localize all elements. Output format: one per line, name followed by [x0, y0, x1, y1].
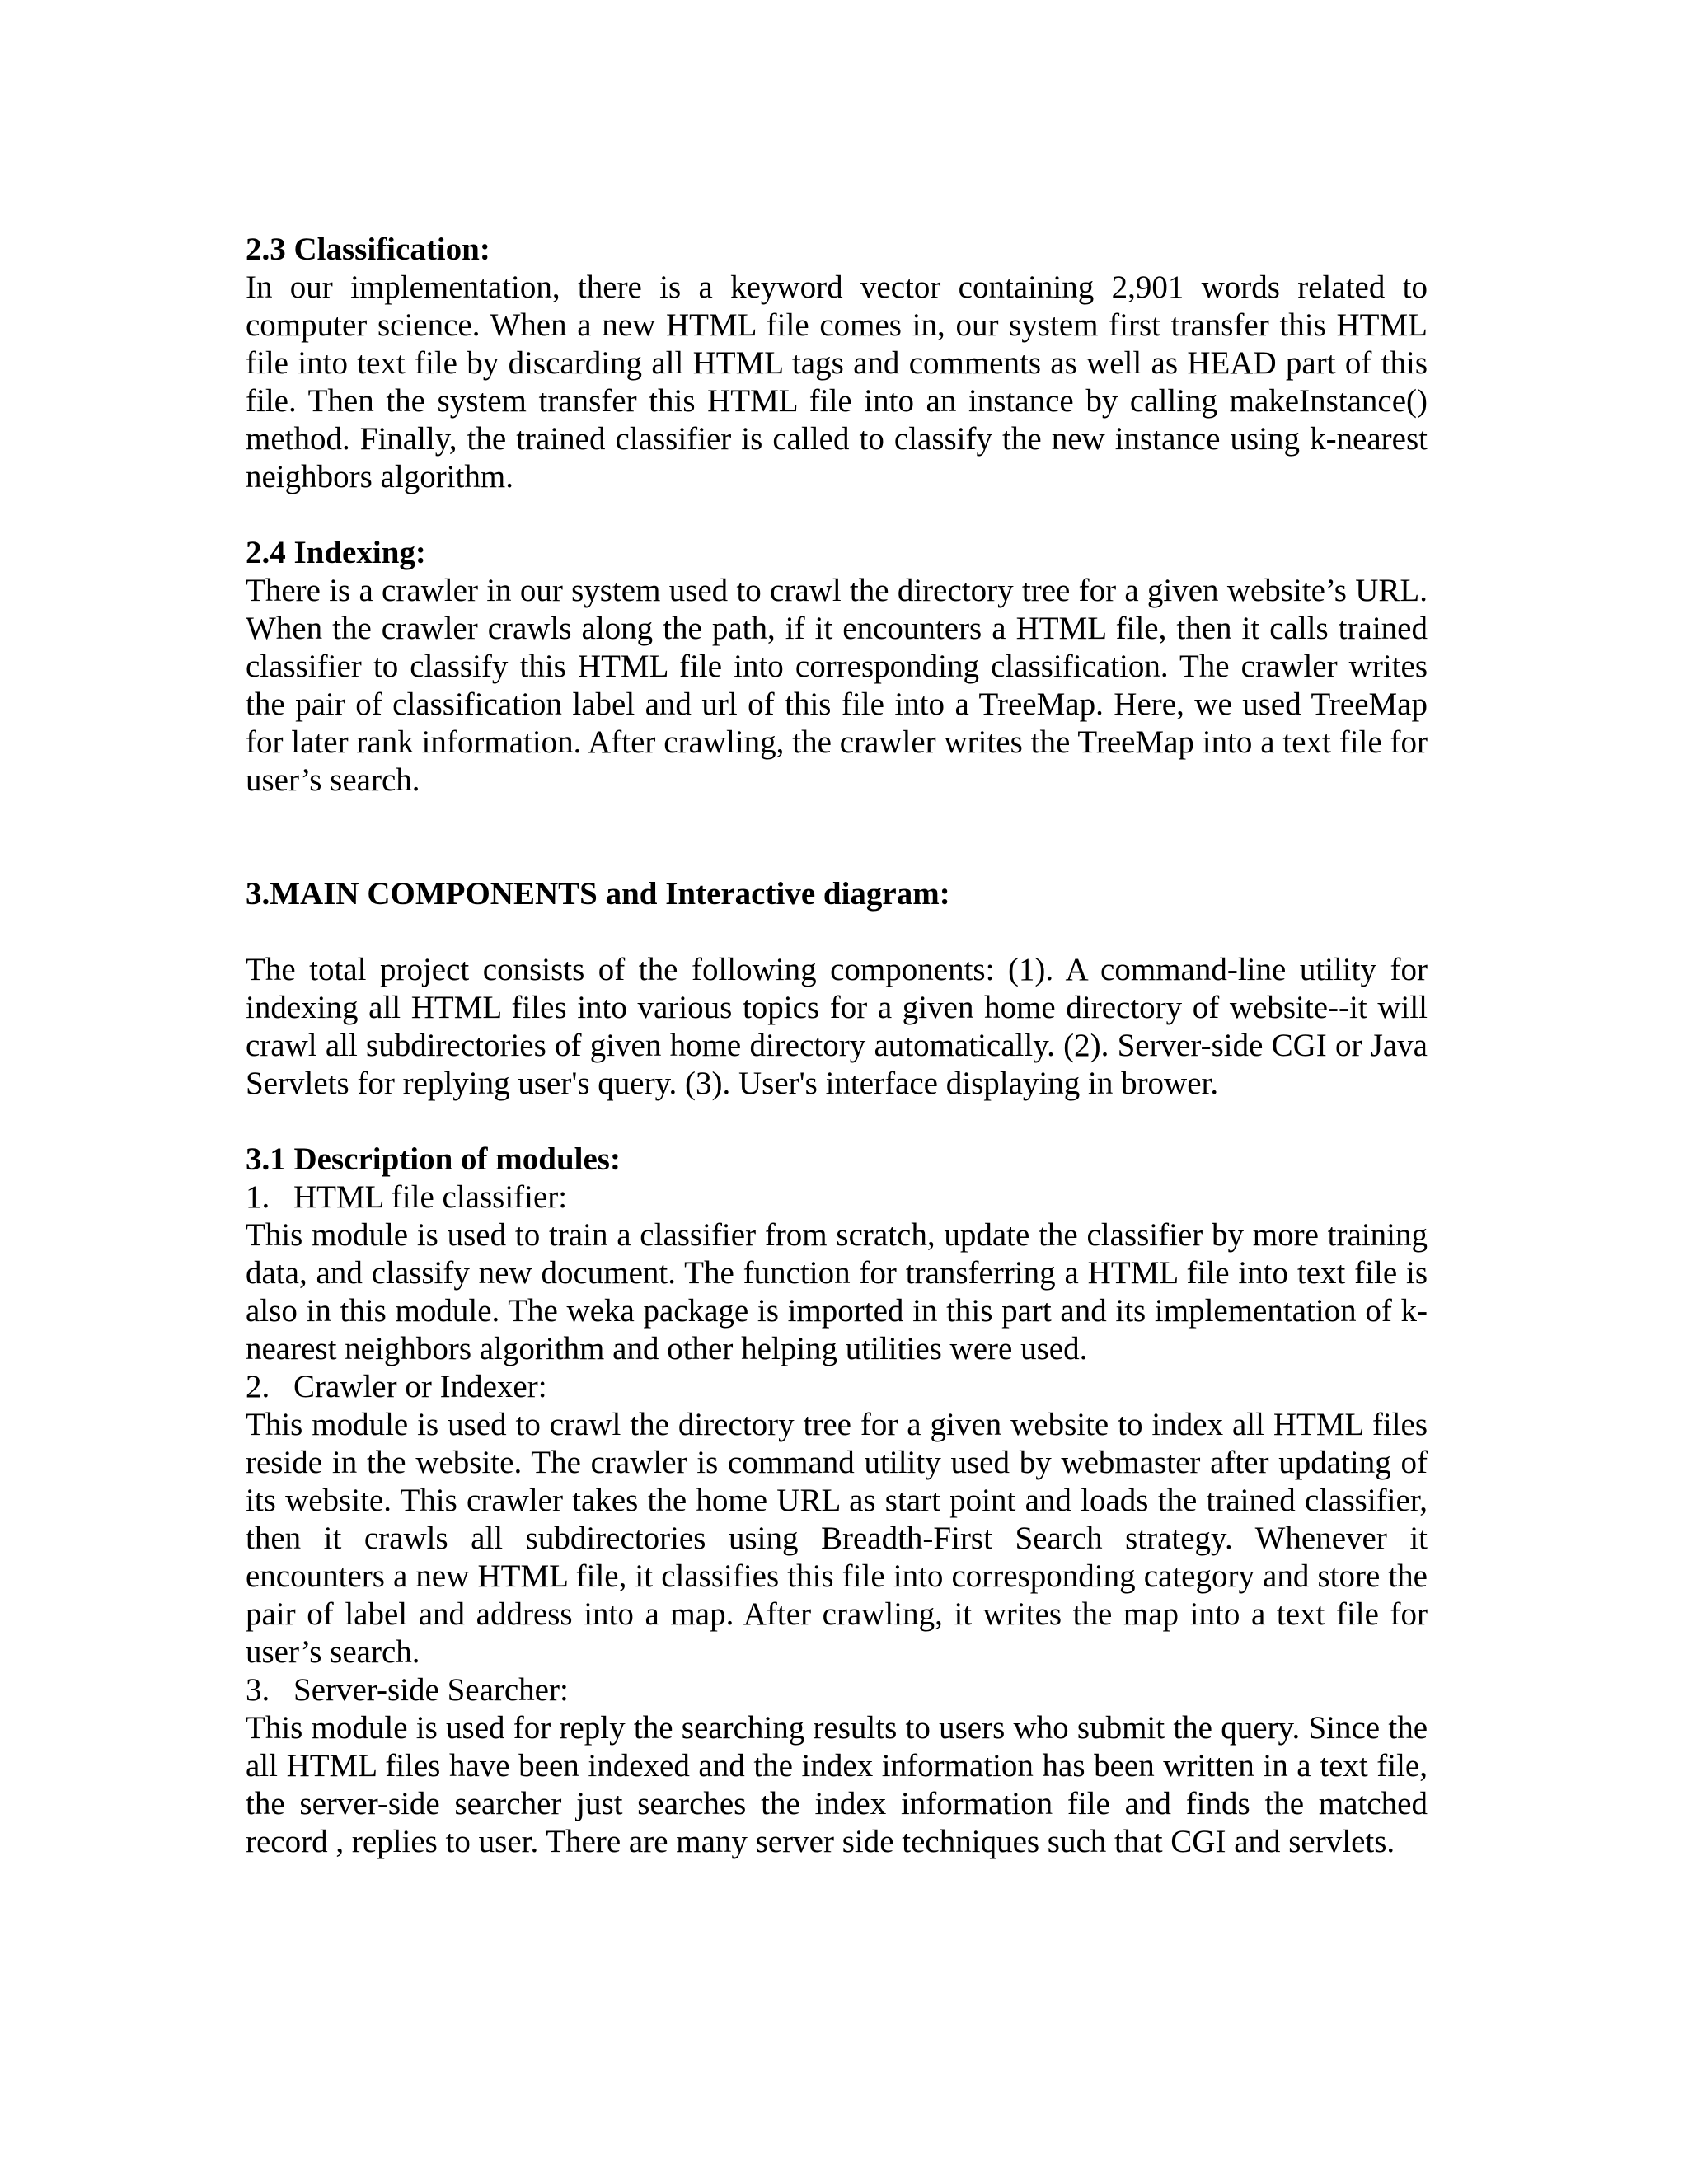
- section-2-4-body: There is a crawler in our system used to crawl the directory tree for a given website’s URL. When the crawler crawls along the path, if it encounters a HTML file, then it calls trained classifier to classify this HTML file into corresponding classification. The crawler writes the pair of classification label and url of this file into a TreeMap. Here, we used TreeMap for later rank information. After crawling, the crawler writes the TreeMap into a text file for user’s search.: [246, 573, 1428, 798]
- section-2-3-heading: 2.3 Classification:: [246, 232, 490, 267]
- spacer: [246, 799, 1428, 875]
- spacer: [246, 1103, 1428, 1141]
- section-2-3-body: In our implementation, there is a keyword vector containing 2,901 words related to computer science. When a new HTML file comes in, our system first transfer this HTML file into text file by discarding all HTML tags and comments as well as HEAD part of this file. Then the system transfer this HTML file into an instance by calling makeInstance() method. Finally, the trained classifier is called to classify the new instance using k-nearest neighbors algorithm.: [246, 269, 1428, 494]
- module-3-label: [246, 1671, 1428, 1709]
- section-3-body: The total project consists of the following components: (1). A command-line utility for indexing all HTML files into various topics for a given home directory of website--it will crawl all subdirectories of given home directory automatically. (2). Server-side CGI or Java Servlets for replying user's query. (3). User's interface displaying in brower.: [246, 952, 1428, 1101]
- spacer: [246, 496, 1428, 534]
- module-1-body: This module is used to train a classifier from scratch, update the classifier by more training data, and classify new document. The function for transferring a HTML file into text file is also in this module. The weka package is imported in this part and its implementation of k-nearest neighbors algorithm and other helping utilities were used.: [246, 1217, 1428, 1366]
- spacer: [246, 913, 1428, 951]
- module-2-title: Crawler or Indexer:: [293, 1369, 547, 1404]
- section-2-4-heading: 2.4 Indexing:: [246, 535, 426, 570]
- document-page: [246, 231, 1428, 1861]
- section-3-1-heading: 3.1 Description of modules:: [246, 1141, 621, 1177]
- module-3-body: This module is used for reply the searching results to users who submit the query. Since the all HTML files have been indexed and the index information has been written in a text file, the server-side searcher just searches the index information file and finds the matched record , replies to user. There are many server side techniques such that CGI and servlets.: [246, 1710, 1428, 1859]
- module-3-number: 3.: [246, 1672, 270, 1708]
- module-1-label: [246, 1179, 1428, 1216]
- module-1-number: 1.: [246, 1179, 270, 1215]
- module-2-number: 2.: [246, 1369, 270, 1404]
- module-1-title: HTML file classifier:: [293, 1179, 568, 1215]
- module-2-body: This module is used to crawl the directory tree for a given website to index all HTML files reside in the website. The crawler is command utility used by webmaster after updating of its website. This crawler takes the home URL as start point and loads the trained classifier, then it crawls all subdirectories using Breadth-First Search strategy. Whenever it encounters a new HTML file, it classifies this file into corresponding category and store the pair of label and address into a map. After crawling, it writes the map into a text file for user’s search.: [246, 1407, 1428, 1670]
- module-3-title: Server-side Searcher:: [293, 1672, 569, 1708]
- module-2-label: [246, 1368, 1428, 1406]
- section-3-heading: 3.MAIN COMPONENTS and Interactive diagram:: [246, 876, 950, 912]
